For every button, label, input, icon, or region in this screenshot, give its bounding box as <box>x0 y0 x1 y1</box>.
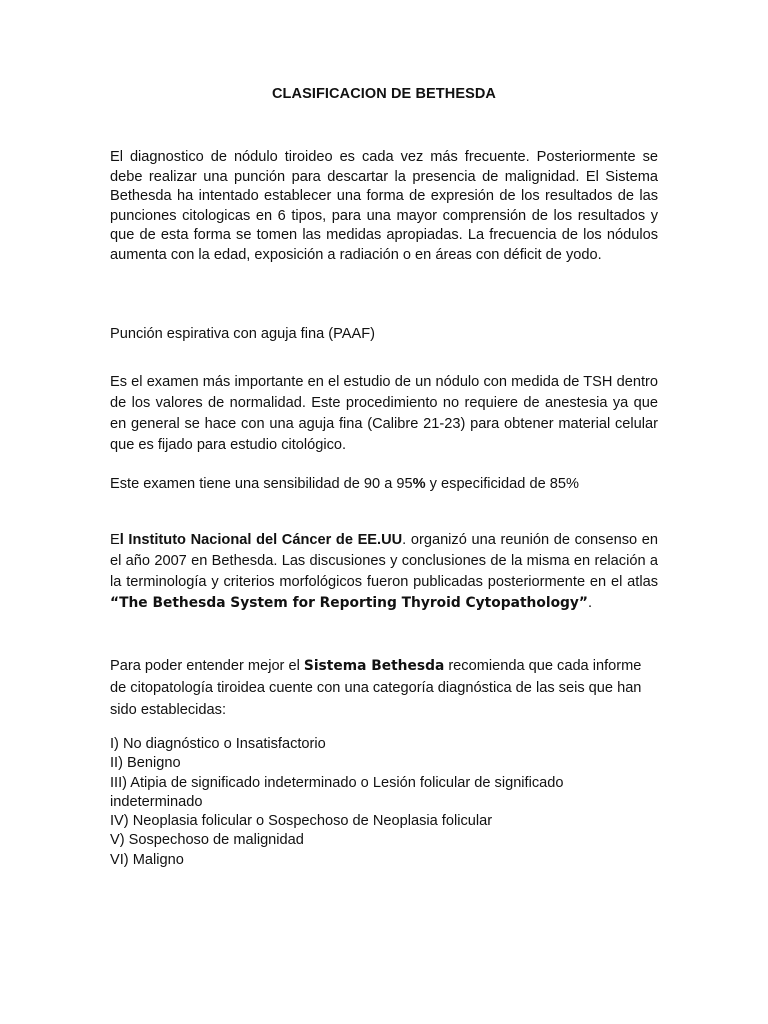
list-item: II) Benigno <box>110 755 181 772</box>
institute-text-2: . organizó una reunión de consenso en el año 2007 en Bethesda. Las discusiones y conclusiones de la misma en relación a la terminología y criterios morfológicos fueron publicadas posteriormente en el atlas <box>110 532 658 590</box>
intro-paragraph: El diagnostico de nódulo tiroideo es cada vez más frecuente. Posteriormente se debe realizar una punción para descartar la presencia de malignidad. El Sistema Bethesda ha intentado establecer una forma de expresión de los resultados de las punciones citologicas en 6 tipos, para una mayor comprensión de los resultados y que de esta forma se tomen las medidas apropiadas. La frecuencia de los nódulos aumenta con la edad, exposición a radiación o en áreas con déficit de yodo. <box>110 149 658 263</box>
list-item: V) Sospechoso de malignidad <box>110 832 304 849</box>
paaf-heading: Punción espirativa con aguja fina (PAAF) <box>110 326 375 342</box>
paaf-paragraph: Es el examen más importante en el estudio de un nódulo con medida de TSH dentro de los valores de normalidad. Este procedimiento no requiere de anestesia ya que en general se hace con una aguja fina (Calibre 21-23) para obtener material celular que es fijado para estudio citológico. <box>110 374 658 453</box>
sensitivity-paragraph <box>110 475 658 495</box>
system-name: Sistema Bethesda <box>303 658 445 674</box>
institute-name: l Instituto Nacional del Cáncer de EE.UU <box>119 532 403 548</box>
recommend-paragraph <box>110 655 658 721</box>
atlas-title: “The Bethesda System for Reporting Thyroid Cytopathology” <box>110 595 588 611</box>
list-item: I) No diagnóstico o Insatisfactorio <box>110 736 326 752</box>
list-item: III) Atipia de significado indeterminado o Lesión folicular de significado indeterminado <box>110 774 564 810</box>
institute-text-1: E <box>110 532 120 548</box>
recommend-text-1: Para poder entender mejor el <box>110 658 304 674</box>
recommend-text-2: recomienda que cada informe de citopatología tiroidea cuente con una categoría diagnóstica de las seis que han sido establecidas: <box>110 658 642 718</box>
institute-text-3: . <box>587 595 593 611</box>
sensitivity-percent: % <box>412 476 426 492</box>
sensitivity-text-start: Este examen tiene una sensibilidad de 90 a 95 <box>110 476 413 492</box>
list-item: VI) Maligno <box>110 851 184 868</box>
institute-paragraph <box>110 530 658 614</box>
categories-list <box>110 735 630 870</box>
list-item: IV) Neoplasia folicular o Sospechoso de Neoplasia folicular <box>110 813 493 830</box>
sensitivity-text-end: y especificidad de 85% <box>425 476 579 492</box>
document-title: CLASIFICACION DE BETHESDA <box>271 86 497 102</box>
